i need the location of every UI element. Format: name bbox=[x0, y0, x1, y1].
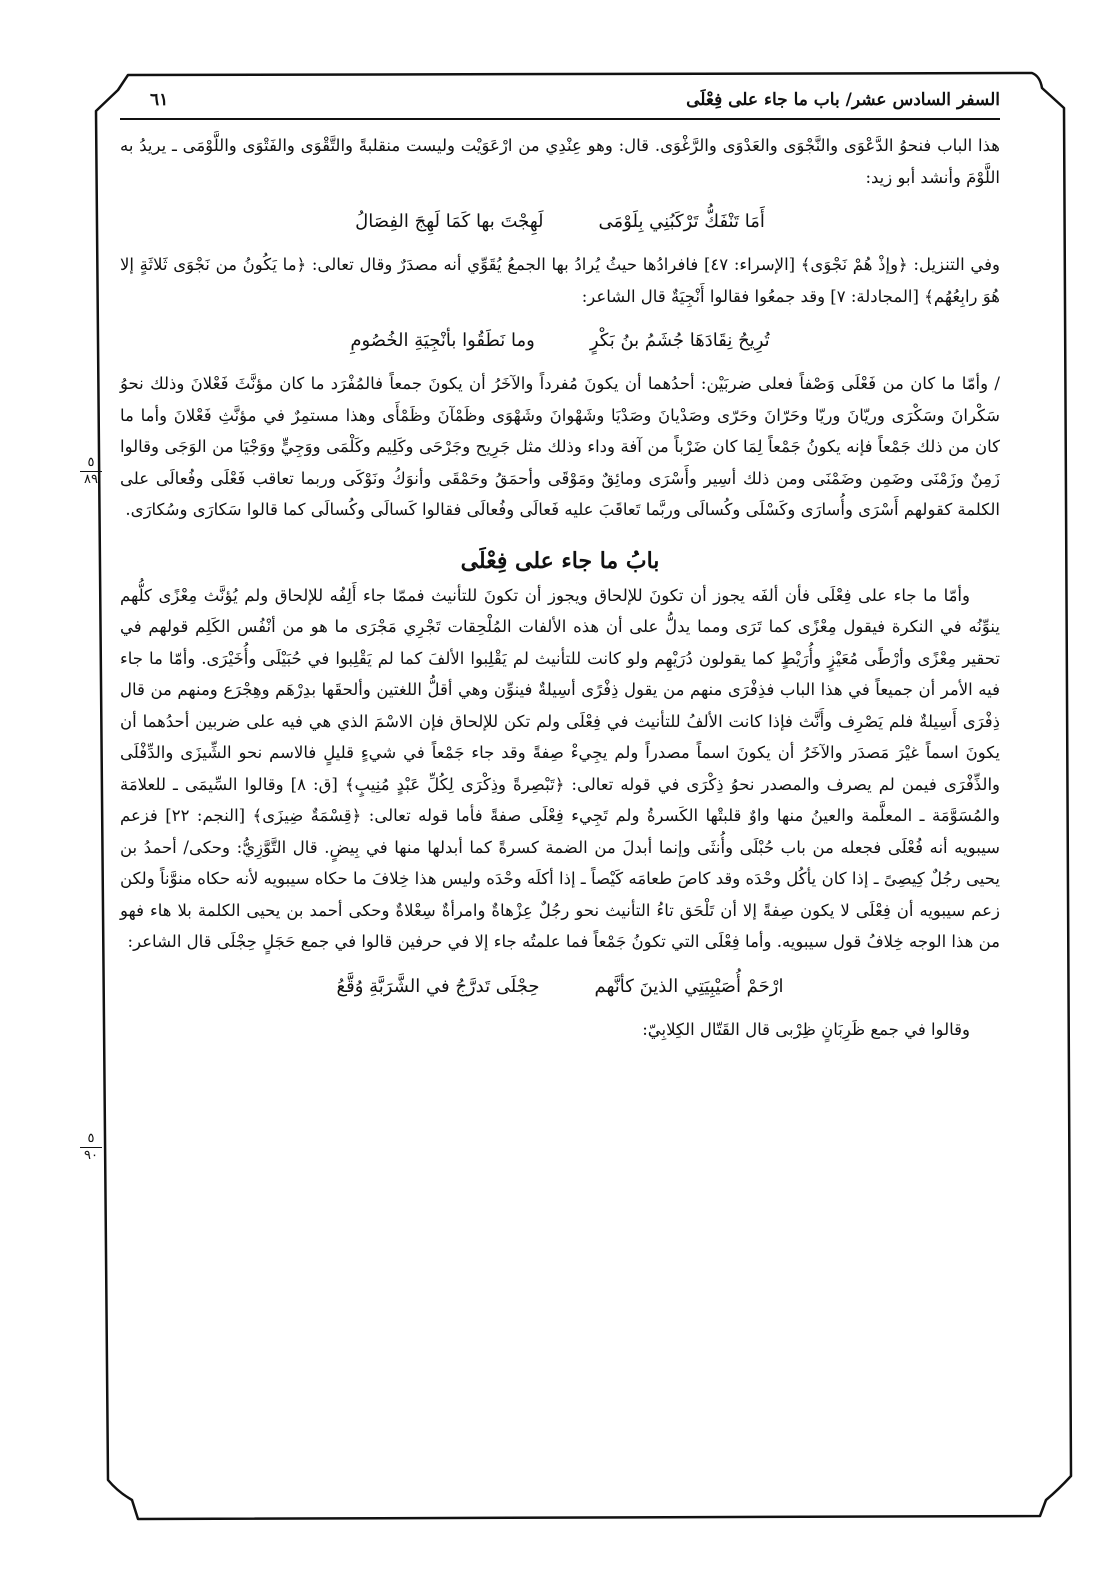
running-header bbox=[120, 88, 1000, 120]
verse-1 bbox=[120, 207, 1000, 237]
running-title: السفر السادس عشر/ باب ما جاء على فِعْلَى bbox=[686, 90, 1000, 110]
verse-2-second-hemistich: وما نَطَقُوا بأنْجِيَةِ الخُصُومِ bbox=[350, 330, 535, 351]
verse-2-first-hemistich: تُرِيحُ نِقَادَهَا جُشَمُ بنُ بَكْرٍ bbox=[589, 330, 770, 351]
paragraph-1: هذا الباب فنحوُ الدَّعْوَى والنَّجْوَى والعَدْوَى والرَّغْوَى. قال: وهو عِنْدِي من ارْعَوَيْت وليست منقلبةً والتَّقْوَى والفَتْوَى واللَّوْمَى ـ يريدُ به اللَّوْمَ وأنشد أبو زيد: bbox=[120, 136, 1000, 187]
paragraph-4: وأمّا ما جاء على فِعْلَى فأن ألفَه يجوز أن تكونَ للإلحاق ويجوز أن تكونَ للتأنيث فممّا جاء أَلِفُه للإلحاق ولم يُؤنَّث مِعْزًى كلُّهم ينوِّنُه في النكرة فيقول مِعْزًى كما تَرَى ومما يدلُّ على أن هذه الألفات المُلْحِقات تَجْرِي مَجْرَى ما هو من أنْفُس الكَلِم قولهم في تحقير مِعْزًى وأرْطًى مُعَيْزٍ وأُرَيْطٍ كما يقولون دُرَيْهِم ولو كانت للتأنيث لم يَقْلِبوا الألفَ كما لم يَقْلِبوا في حُبَيْلَى وأُخَيْرَى. وأمّا ما جاء فيه الأمر أن جميعاً في هذا الباب فذِفْرَى منهم من يقول ذِفْرًى أسِيلةٌ فينوِّن وهي أقلُّ اللغتين وألحقَها بدِرْهَم وهِجْرَع ومنهم من قال ذِفْرَى أَسِيلةٌ فلم يَصْرِف وأَنَّث فإذا كانت الألفُ للتأنيث في فِعْلَى ولم تكن للإلحاق فإن الاسْمَ الذي هي فيه على ضربين أحدُهما أن يكونَ اسماً غيْرَ مَصدَر والآخَرُ أن يكونَ اسماً مصدراً ولم يجِيءْ صِفةً وقد جاء جَمْعاً في شيءٍ قليلٍ فالاسم نحو الشِّيزَى والدِّفْلَى والذِّفْرَى فيمن لم يصرف والمصدر نحوُ ذِكْرَى في قوله تعالى: ﴿تَبْصِرةً وذِكْرَى لِكُلِّ عَبْدٍ مُنِيبٍ﴾ [ق: ٨] وقالوا السِّيمَى ـ للعلامَة والمُسَوَّمَة ـ المعلَّمة والعينُ منها واوٌ قلبتْها الكَسرةُ ولم تَجِيء فِعْلَى صفةً فأما قوله تعالى: ﴿قِسْمَةٌ ضِيزَى﴾ [النجم: ٢٢] فزعم سيبويه أنه فُعْلَى فجعله من باب حُبْلَى وأُنثَى وإنما أبدلَ من الضمة كسرةً كما أبدلها منها في بِيضٍ. قال التَّوَّزِيُّ: وحكى/ أحمدُ بن يحيى رجُلٌ كِيصِىً ـ إذا كان يأكُل وحْدَه وقد كاصَ طعامَه كَيْصاً ـ إذا أكلَه وحْدَه وليس هذا خِلافَ ما حكاه سيبويه لأنه حكاه منوَّناً ولكن زعم سيبويه أن فِعْلَى لا يكون صِفةً إلا أن تَلْحَق تاءُ التأنيث نحو رجُلٌ عِزْهاةٌ وامرأةٌ سِعْلاةٌ وحكى أحمد بن يحيى الكلمة بلا هاء فهو من هذا الوجه خِلافُ قول سيبويه. وأما فِعْلَى التي تكونُ جَمْعاً فما علمتُه جاء إلا في حرفين قالوا في جمع حَجَلٍ حِجْلَى قال الشاعر: bbox=[120, 585, 1001, 951]
manuscript-folio-note-1 bbox=[80, 456, 102, 487]
folio-note-1-top: ٥ bbox=[87, 455, 95, 470]
manuscript-folio-note-2 bbox=[80, 1132, 102, 1163]
verse-2 bbox=[120, 326, 1000, 356]
verse-3-second-hemistich: حِجْلَى تَدرَّجُ في الشَّرَبَّةِ وُقَّعُ bbox=[336, 975, 540, 997]
verse-1-second-hemistich: لَهِجْتَ بها كَمَا لَهِجَ الفِصَالُ bbox=[355, 211, 544, 232]
section-heading: بابُ ما جاء على فِعْلَى bbox=[460, 547, 660, 574]
paragraph-5: وقالوا في جمع ظَرِبَانٍ ظِرْبى قال القَتّال الكِلابِيّ: bbox=[642, 1019, 970, 1039]
page-content bbox=[120, 88, 1000, 1045]
paragraph-2: وفي التنزيل: ﴿وإذْ هُمْ نَجْوَى﴾ [الإسراء: ٤٧] فافرادُها حيثُ يُرادُ بها الجمعُ يُقَوِّي أنه مصدَرٌ وقال تعالى: ﴿ما يَكُونُ من نَجْوَى ثَلاثَةٍ إلا هُوَ رابِعُهُم﴾ [المجادلة: ٧] وقد جمعُوا فقالوا أَنْجِيَةٌ قال الشاعر: bbox=[120, 255, 1000, 306]
verse-3-first-hemistich: ارْحَمْ أُصَيْبِيَتِي الذينَ كأنَّهم bbox=[594, 975, 784, 997]
folio-note-2-top: ٥ bbox=[87, 1131, 95, 1146]
paragraph-3: / وأمّا ما كان من فَعْلَى وَصْفاً فعلى ضربَيْن: أحدُهما أن يكونَ مُفرداً والآخَرُ أن يكونَ جمعاً فالمُفْرَد ما كان مؤنَّثَ فَعْلانَ وذلك نحوُ سَكْرانَ وسَكْرَى وريّانَ وريّا وحَرّانَ وحَرّى وصَدْيانَ وصَدْيَا وشَهْوانَ وشَهْوَى وظَمْآنَ وظَمْأَى وهذا مستمِرٌ في مؤنَّثِ فَعْلانَ وأما ما كان من ذلك جَمْعاً فإنه يكونُ جَمْعاً لِمَا كان ضَرْباً من آفة وداء وذلك مثل جَرِيح وجَرْحَى وكَلِيم وكَلْمَى ووَجِيٍّ ووَجْيَا من الوَجَى وقالوا زَمِنٌ وزَمْنَى وضَمِن وضَمْنَى ومن ذلك أسِير وأَسْرَى ومائِقٌ ومَوْقَى وأحمَقُ وحَمْقَى وأنوَكُ ونَوْكَى وربما تعاقب فَعْلَى وفُعالَى على الكلمة كقولهم أَسْرَى وأُسارَى وكَسْلَى وكُسالَى وربَّما تَعاقَبَ عليه فَعالَى وفُعالَى فقالوا كَسالَى وكُسالَى كما قالوا سَكارَى وسُكارَى. bbox=[120, 374, 1000, 519]
verse-3 bbox=[120, 972, 1000, 1002]
folio-note-2-bottom: ٩٠ bbox=[84, 1148, 98, 1163]
folio-note-1-bottom: ٨٩ bbox=[84, 472, 98, 487]
page-number: ٦١ bbox=[150, 90, 169, 110]
verse-1-first-hemistich: أَمَا تَنْفَكُّ تَرْكَبُنِي بِلَوْمَى bbox=[598, 211, 765, 232]
